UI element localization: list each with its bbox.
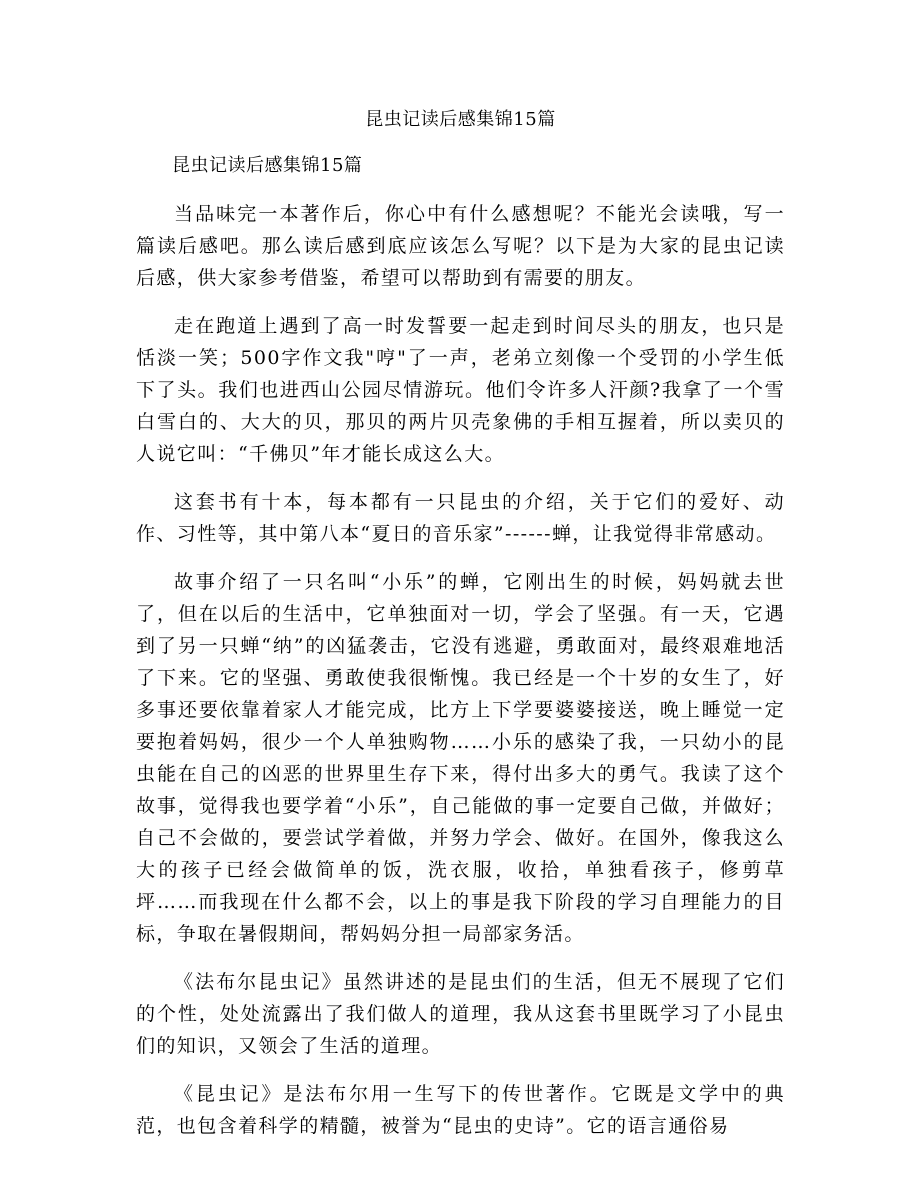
paragraph-track: 走在跑道上遇到了高一时发誓要一起走到时间尽头的朋友，也只是恬淡一笑；500字作文我"哼"了一声，老弟立刻像一个受罚的小学生低下了头。我们也进西山公园尽情游玩。他们令许多人汗颜?我拿了一个雪白雪白的、大大的贝，那贝的两片贝壳象佛的手相互握着，所以卖贝的人说它叫：“千佛贝”年才能长成这么大。 <box>136 315 785 465</box>
paragraph-fabre-lessons: 《法布尔昆虫记》虽然讲述的是昆虫们的生活，但无不展现了它们的个性，处处流露出了我们做人的道理，我从这套书里既学习了小昆虫们的知识，又领会了生活的道理。 <box>136 971 785 1057</box>
paragraph-insect-epic: 《昆虫记》是法布尔用一生写下的传世著作。它既是文学中的典范，也包含着科学的精髓，被誉为“昆虫的史诗”。它的语言通俗易 <box>136 1083 785 1137</box>
document-subtitle: 昆虫记读后感集锦15篇 <box>172 155 363 176</box>
paragraph-cicada-story: 故事介绍了一只名叫“小乐”的蝉，它刚出生的时候，妈妈就去世了，但在以后的生活中，它单独面对一切，学会了坚强。有一天，它遇到了另一只蝉“纳”的凶猛袭击，它没有逃避，勇敢面对，最终艰难地活了下来。它的坚强、勇敢使我很惭愧。我已经是一个十岁的女生了，好多事还要依靠着家人才能完成，比方上下学要婆婆接送，晚上睡觉一定要抱着妈妈，很少一个人单独购物……小乐的感染了我，一只幼小的昆虫能在自己的凶恶的世界里生存下来，得付出多大的勇气。我读了这个故事，觉得我也要学着“小乐”，自己能做的事一定要自己做，并做好；自己不会做的，要尝试学着做，并努力学会、做好。在国外，像我这么大的孩子已经会做简单的饭，洗衣服，收拾，单独看孩子，修剪草坪……而我现在什么都不会，以上的事是我下阶段的学习自理能力的目标，争取在暑假期间，帮妈妈分担一局部家务活。 <box>136 571 785 945</box>
document-title: 昆虫记读后感集锦15篇 <box>365 109 556 130</box>
paragraph-intro: 当品味完一本著作后，你心中有什么感想呢？不能光会读哦，写一篇读后感吧。那么读后感到底应该怎么写呢？以下是为大家的昆虫记读后感，供大家参考借鉴，希望可以帮助到有需要的朋友。 <box>136 203 785 289</box>
paragraph-book-set: 这套书有十本，每本都有一只昆虫的介绍，关于它们的爱好、动作、习性等，其中第八本“夏日的音乐家”------蝉，让我觉得非常感动。 <box>136 491 785 545</box>
